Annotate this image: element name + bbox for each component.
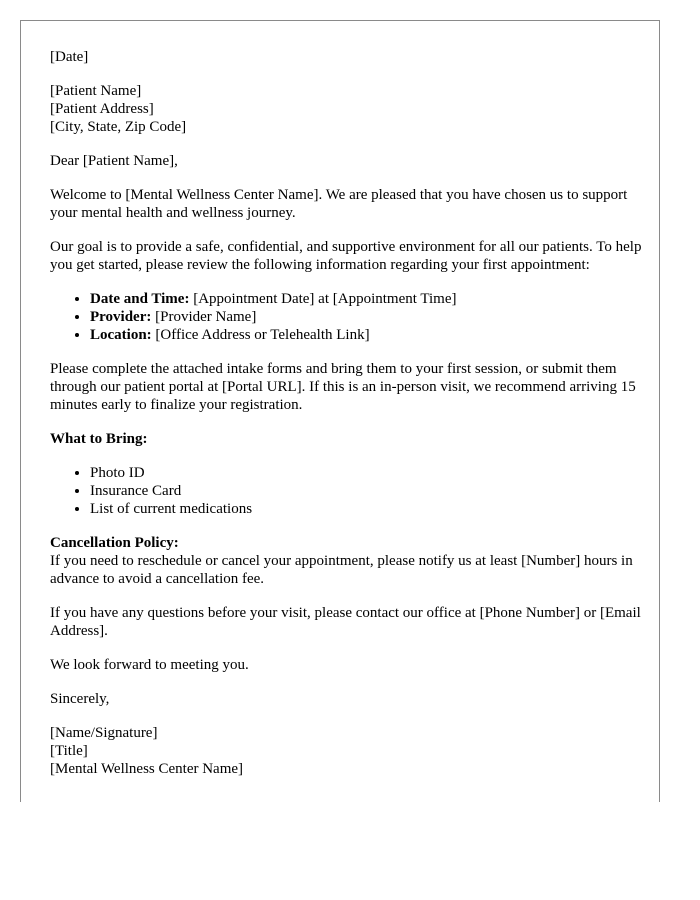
appointment-details-list bbox=[50, 290, 650, 344]
recipient-address bbox=[50, 82, 650, 136]
letter-body bbox=[50, 48, 650, 794]
greeting: Dear [Patient Name], bbox=[50, 153, 178, 169]
cancellation-text: If you need to reschedule or cancel your appointment, please notify us at least [Number] hours in advance to avoid a cancellation fee. bbox=[50, 553, 633, 587]
intake-forms-paragraph: Please complete the attached intake forms and bring them to your first session, or submit them through our patient portal at [Portal URL]. If this is an in-person visit, we recommend arriving 15 minutes early to finalize your registration. bbox=[50, 361, 636, 413]
letter-page bbox=[20, 20, 660, 802]
appointment-detail-item bbox=[90, 326, 650, 344]
appointment-detail-item bbox=[90, 308, 650, 326]
goal-paragraph: Our goal is to provide a safe, confidential, and supportive environment for all our patients. To help you get started, please review the following information regarding your first appointment: bbox=[50, 239, 642, 273]
cancellation-heading: Cancellation Policy: bbox=[50, 535, 179, 551]
appointment-detail-item bbox=[90, 290, 650, 308]
what-to-bring-heading bbox=[50, 430, 650, 448]
questions-paragraph: If you have any questions before your visit, please contact our office at [Phone Number] or [Email Address]. bbox=[50, 605, 641, 639]
signature-title: [Title] bbox=[50, 743, 88, 759]
signature-block bbox=[50, 724, 650, 778]
bring-item: • List of current medications bbox=[90, 500, 650, 518]
detail-value: [Office Address or Telehealth Link] bbox=[151, 327, 370, 343]
recipient-name: [Patient Name] bbox=[50, 83, 142, 99]
what-to-bring-label: What to Bring: bbox=[50, 431, 148, 447]
letter-date: [Date] bbox=[50, 49, 89, 65]
welcome-paragraph: Welcome to [Mental Wellness Center Name]. We are pleased that you have chosen us to support your mental health and wellness journey. bbox=[50, 187, 628, 221]
detail-label: Provider: bbox=[90, 309, 152, 325]
detail-label: Date and Time: bbox=[90, 291, 190, 307]
detail-value: [Provider Name] bbox=[151, 309, 257, 325]
bring-item: • Photo ID bbox=[90, 464, 650, 482]
closing-line: We look forward to meeting you. bbox=[50, 657, 249, 673]
sign-off: Sincerely, bbox=[50, 691, 110, 707]
signature-name: [Name/Signature] bbox=[50, 725, 158, 741]
cancellation-policy bbox=[50, 534, 650, 588]
recipient-city: [City, State, Zip Code] bbox=[50, 119, 187, 135]
recipient-street: [Patient Address] bbox=[50, 101, 154, 117]
detail-label: Location: bbox=[90, 327, 152, 343]
what-to-bring-list bbox=[50, 464, 650, 518]
signature-center: [Mental Wellness Center Name] bbox=[50, 761, 244, 777]
detail-value: [Appointment Date] at [Appointment Time] bbox=[189, 291, 457, 307]
bring-item: • Insurance Card bbox=[90, 482, 650, 500]
